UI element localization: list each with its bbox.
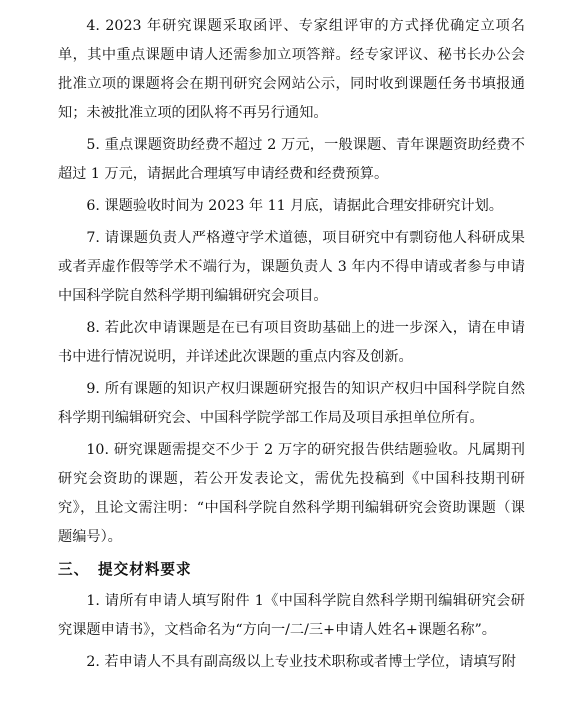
- section-title: 提交材料要求: [98, 561, 192, 578]
- paragraph-item-10: 10. 研究课题需提交不少于 2 万字的研究报告供结题验收。凡属期刊研究会资助的课题，若公开发表论文，需优先投稿到《中国科技期刊研究》，且论文需注明：“中国科学院自然科学期刊编辑研究会资助课题（课题编号）。: [58, 442, 525, 545]
- paragraph-req-2: 2. 若申请人不具有副高级以上专业技术职称或者博士学位，请填写附: [86, 654, 516, 670]
- paragraph-item-8: 8. 若此次申请课题是在已有项目资助基础上的进一步深入，请在申请书中进行情况说明，并详述此次课题的重点内容及创新。: [58, 320, 525, 365]
- section-heading: [58, 555, 525, 584]
- paragraph-item-7: 7. 请课题负责人严格遵守学术道德，项目研究中有剽窃他人科研成果或者弄虚作假等学术不端行为，课题负责人 3 年内不得申请或者参与申请中国科学院自然科学期刊编辑研究会项目。: [58, 230, 525, 304]
- paragraph-item-9: 9. 所有课题的知识产权归课题研究报告的知识产权归中国科学院自然科学期刊编辑研究会、中国科学院学部工作局及项目承担单位所有。: [58, 381, 525, 426]
- paragraph-item-6: 6. 课题验收时间为 2023 年 11 月底，请据此合理安排研究计划。: [86, 198, 503, 214]
- paragraph-req-1: 1. 请所有申请人填写附件 1《中国科学院自然科学期刊编辑研究会研究课题申请书》，文档命名为“方向一/二/三+申请人姓名+课题名称”。: [58, 593, 525, 638]
- paragraph-item-4: 4. 2023 年研究课题采取函评、专家组评审的方式择优确定立项名单，其中重点课题申请人还需参加立项答辩。经专家评议、秘书长办公会批准立项的课题将会在期刊研究会网站公示，同时收到课题任务书填报通知；未被批准立项的团队将不再另行通知。: [58, 18, 525, 121]
- paragraph-item-5: 5. 重点课题资助经费不超过 2 万元，一般课题、青年课题资助经费不超过 1 万元，请据此合理填写申请经费和经费预算。: [58, 137, 525, 182]
- section-number: 三、: [58, 561, 90, 578]
